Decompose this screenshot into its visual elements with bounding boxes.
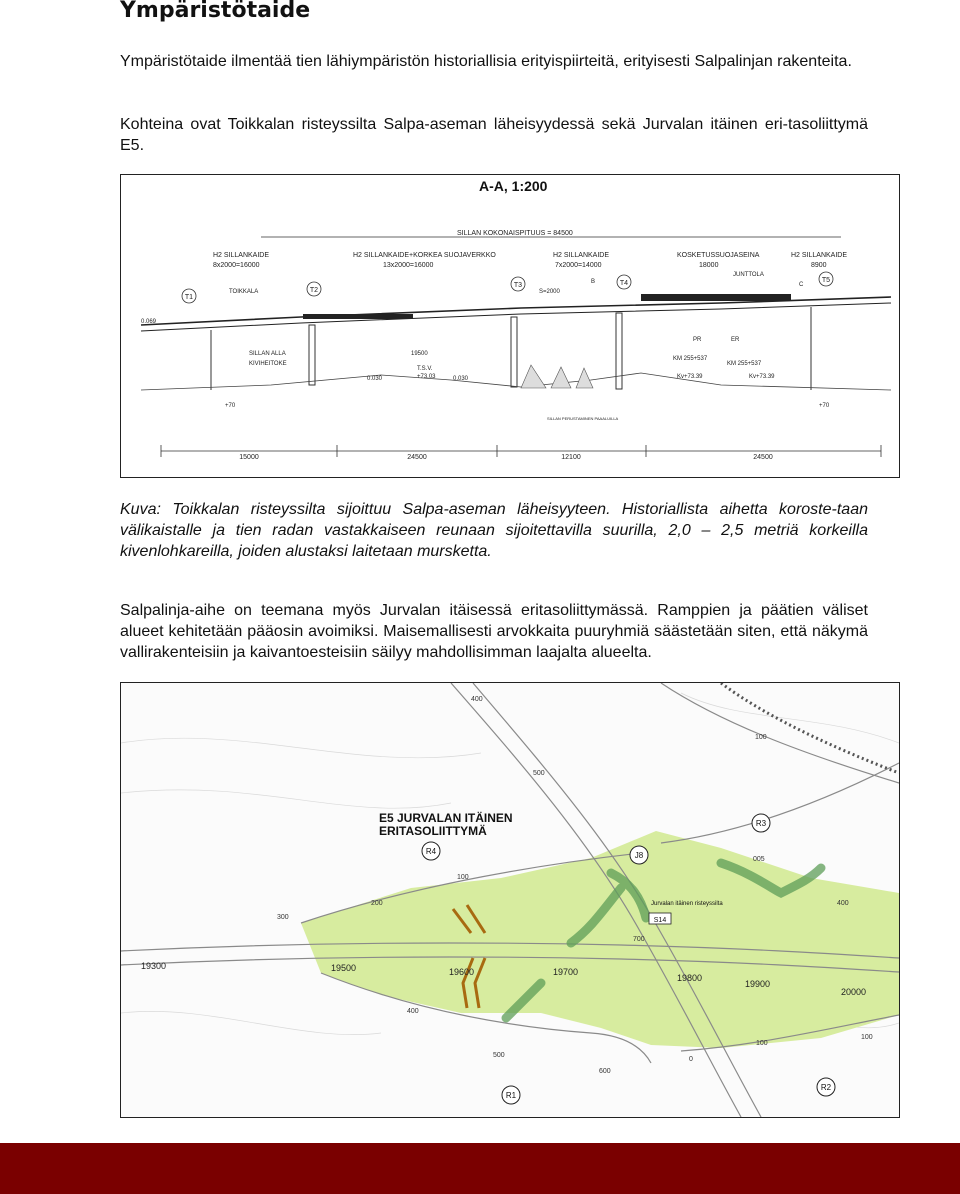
rail-label: 8900	[811, 262, 827, 269]
page-title: Ympäristötaide	[120, 0, 311, 23]
bridge-section-drawing	[120, 174, 900, 478]
drawing-note: SILLAN PERUSTAMINEN PAAALUILLA	[547, 416, 619, 421]
chainage-label: 300	[277, 914, 289, 921]
map-title-line1: E5 JURVALAN ITÄINEN	[379, 811, 513, 825]
drawing-note: Kv+73.39	[749, 374, 775, 380]
chainage-label: 100	[756, 1040, 768, 1047]
drawing-note: +70	[819, 403, 830, 409]
station-label: 19700	[553, 967, 579, 977]
figure-caption: Kuva: Toikkalan risteyssilta sijoittuu Salpa-aseman läheisyyteen. Historiallista aihetta koroste-taan välikaistalle ja tien radan vastakkaiseen reunaan sijoitettavilla suurilla, 2,0 – 2,5 metriä korkeilla kivenlohkareilla, joiden alustaksi laitetaan mursketta.	[120, 501, 868, 560]
rail-label: H2 SILLANKAIDE	[213, 252, 270, 259]
rail-label: 7x2000=14000	[555, 262, 602, 269]
ramp-r3: R3	[755, 819, 767, 828]
station-label: 19800	[677, 973, 703, 983]
drawing-note: +73.03	[417, 374, 436, 380]
drawing-note: KM 255+537	[673, 356, 708, 362]
chainage-label: 100	[861, 1034, 873, 1041]
station-label: 19600	[449, 967, 475, 977]
interchange-plan-map	[120, 682, 900, 1118]
drawing-note: PR	[693, 337, 702, 343]
dimension-label: 24500	[753, 454, 773, 461]
rail-label: H2 SILLANKAIDE+KORKEA SUOJAVERKKO	[353, 252, 496, 259]
chainage-label: 0	[689, 1056, 693, 1063]
chainage-label: 500	[533, 770, 545, 777]
chainage-label: 200	[371, 900, 383, 907]
ramp-r4: R4	[425, 847, 437, 856]
chainage-label: 005	[753, 856, 765, 863]
drawing-note: SILLAN ALLA	[249, 351, 286, 357]
marker-t1: T1	[184, 294, 194, 301]
marker-t4: T4	[619, 280, 629, 287]
drawing-note: C	[799, 282, 804, 288]
ramp-r1: R1	[505, 1091, 517, 1100]
dimension-label: 15000	[239, 454, 259, 461]
rail-label: 18000	[699, 262, 719, 269]
rail-label: H2 SILLANKAIDE	[791, 252, 848, 259]
chainage-label: 500	[493, 1052, 505, 1059]
station-label: 19900	[745, 979, 771, 989]
chainage-label: 100	[755, 734, 767, 741]
marker-t3: T3	[513, 282, 523, 289]
drawing-title: A-A, 1:200	[479, 178, 548, 194]
drawing-note: TOIKKALA	[229, 289, 259, 295]
drawing-note: Kv+73.39	[677, 374, 703, 380]
drawing-note: 0.069	[141, 319, 157, 325]
chainage-label: 100	[457, 874, 469, 881]
drawing-note: +70	[225, 403, 236, 409]
ramp-r2: R2	[820, 1083, 832, 1092]
rail-label: 8x2000=16000	[213, 262, 260, 269]
rail-label: 13x2000=16000	[383, 262, 434, 269]
targets-paragraph: Kohteina ovat Toikkalan risteyssilta Salpa-aseman läheisyydessä sekä Jurvalan itäinen eri-tasoliittymä E5.	[120, 116, 868, 154]
marker-t2: T2	[309, 287, 319, 294]
station-label: 19500	[331, 963, 357, 973]
drawing-note: S=2000	[539, 289, 560, 295]
chainage-label: 700	[633, 936, 645, 943]
junction-j8: J8	[634, 851, 644, 860]
total-length-label: SILLAN KOKONAISPITUUS = 84500	[457, 230, 573, 237]
drawing-note: KIVIHEITOKE	[249, 361, 287, 367]
chainage-label: 400	[407, 1008, 419, 1015]
drawing-note: ER	[731, 337, 740, 343]
drawing-note: KM 255+537	[727, 361, 762, 367]
drawing-note: 0.030	[453, 376, 469, 382]
footer-band	[0, 1143, 960, 1194]
salpalinja-paragraph: Salpalinja-aihe on teemana myös Jurvalan itäisessä eritasoliittymässä. Ramppien ja päätien väliset alueet kehitetään pääosin avoimiksi. Maisemallisesti arvokkaita puuryhmiä säästetään siten, että näkymä vallirakenteisiin ja kaivantoesteisiin säilyy mahdollisimman laajalta alueelta.	[120, 602, 868, 661]
drawing-note: B	[591, 279, 596, 285]
map-title-line2: ERITASOLIITTYMÄ	[379, 824, 487, 838]
drawing-note: T.S.V.	[417, 366, 433, 372]
intro-paragraph: Ympäristötaide ilmentää tien lähiympäristön historiallisia erityispiirteitä, erityisesti Salpalinjan rakenteita.	[120, 53, 852, 70]
marker-t5: T5	[821, 277, 831, 284]
station-label: 19300	[141, 961, 167, 971]
dimension-label: 24500	[407, 454, 427, 461]
drawing-note: JUNTTOLA	[733, 272, 764, 278]
chainage-label: 400	[837, 900, 849, 907]
rail-label: KOSKETUSSUOJASEINA	[677, 252, 760, 259]
dimension-label: 12100	[561, 454, 581, 461]
rail-label: H2 SILLANKAIDE	[553, 252, 610, 259]
station-label: 20000	[841, 987, 867, 997]
bridge-id-s14: S14	[653, 917, 667, 924]
drawing-note: 0.030	[367, 376, 383, 382]
drawing-note: 19500	[411, 351, 428, 357]
chainage-label: 400	[471, 696, 483, 703]
chainage-label: 600	[599, 1068, 611, 1075]
bridge-name-label: Jurvalan itäinen risteyssilta	[651, 901, 723, 907]
